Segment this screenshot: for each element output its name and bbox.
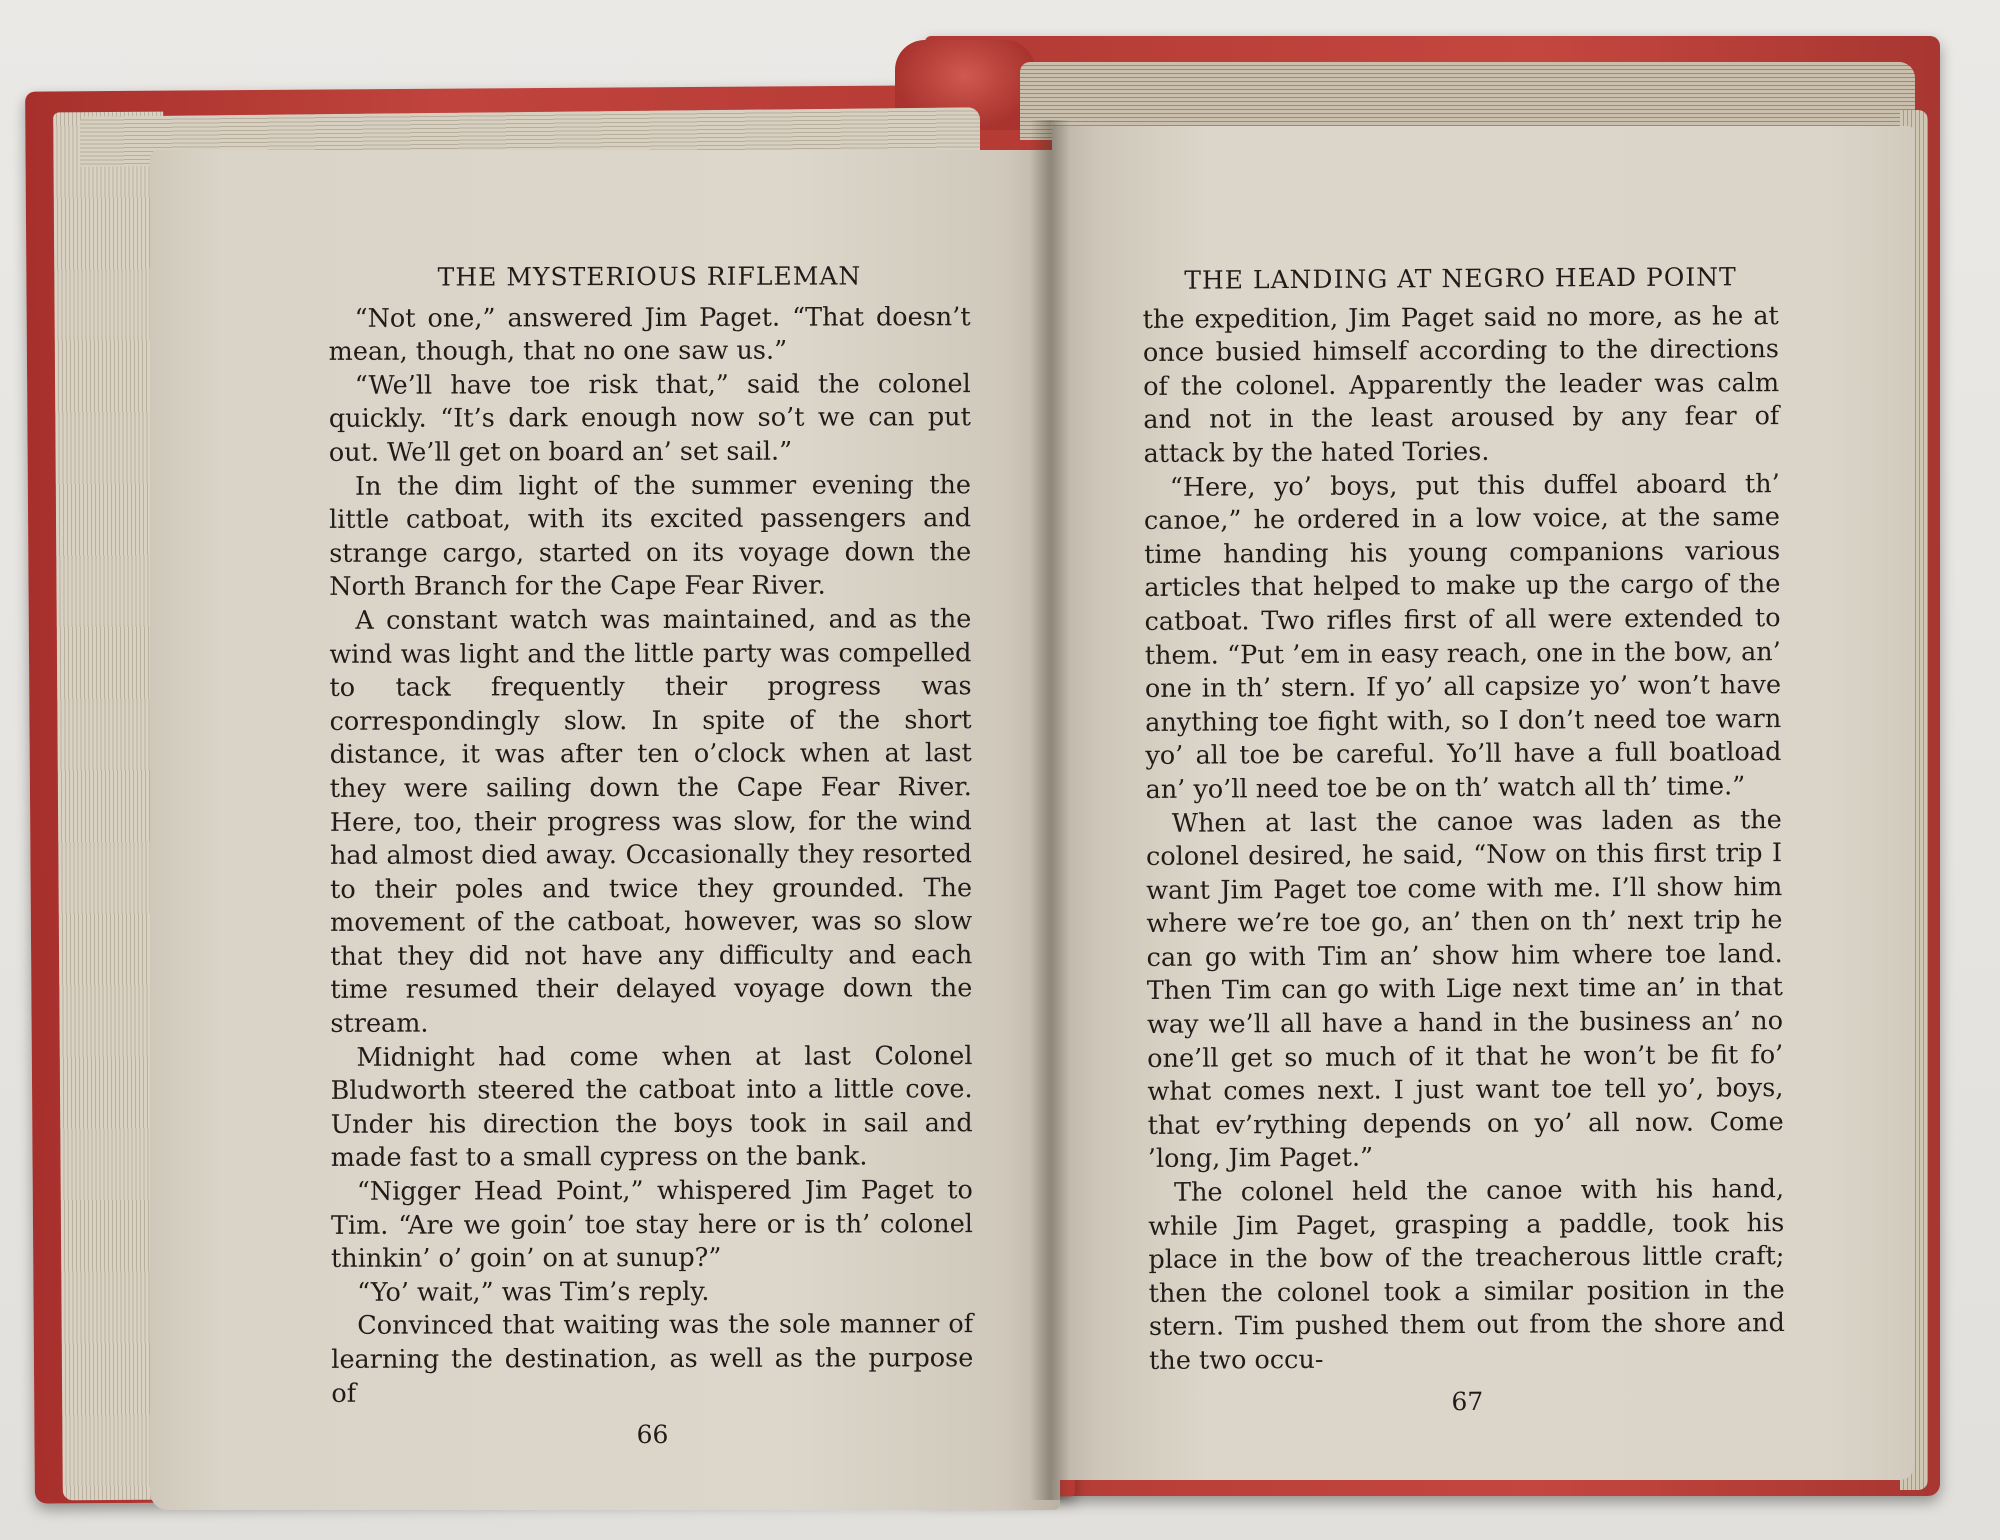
left-paragraph: “Not one,” answered Jim Paget. “That doesn’t mean, though, that no one saw us.” — [328, 301, 971, 368]
left-paragraph: “We’ll have toe risk that,” said the colonel quickly. “It’s dark enough now so’t we can put out. We’ll get on board an’ set sail.” — [328, 368, 971, 468]
left-page-text — [328, 259, 973, 1477]
right-paragraph: When at last the canoe was laden as the colonel desired, he said, “Now on this first trip I want Jim Paget toe come with me. I’ll show him where we’re toe go, an’ then on th’ next trip he can go with Tim an’ show him where toe land. Then Tim can go with Lige next time an’ in that way we’ll all have a hand in the business an’ no one’ll get so much of it that he won’t be fit fo’ what comes next. I just want toe tell yo’, boys, that ev’rything depends on yo’ all now. Come ’long, Jim Paget.” — [1145, 804, 1784, 1175]
right-paragraph: the expedition, Jim Paget said no more, as he at once busied himself according to the directions of the colonel. Apparently the leader was calm and not in the least aroused by any fear of attack by the hated Tories. — [1142, 300, 1780, 469]
right-paragraph: “Here, yo’ boys, put this duffel aboard th’ canoe,” he ordered in a low voice, at the same time handing his young companions various articles that helped to make up the cargo of the catboat. Two rifles first of all were extended to them. “Put ’em in easy reach, one in the bow, an’ one in th’ stern. If yo’ all capsize yo’ won’t have anything toe fight with, so I don’t need toe warn yo’ all toe be careful. Yo’ll have a full boatload an’ yo’ll need toe be on th’ watch all th’ time.” — [1143, 468, 1782, 805]
left-paragraph: A constant watch was maintained, and as the wind was light and the little party was compelled to tack frequently their progress was correspondingly slow. In spite of the short distance, it was after ten o’clock when at last they were sailing down the Cape Fear River. Here, too, their progress was slow, for the wind had almost died away. Occasionally they resorted to their poles and twice they grounded. The movement of the catboat, however, was so slow that they did not have any difficulty and each time resumed their delayed voyage down the stream. — [329, 604, 973, 1039]
left-page — [150, 150, 1060, 1510]
right-page-text — [1142, 260, 1785, 1445]
gutter-shadow — [1030, 120, 1070, 1500]
right-page — [1052, 126, 1914, 1480]
right-paragraph: The colonel held the canoe with his hand, while Jim Paget, grasping a paddle, took his place in the bow of the treacherous little craft; then the colonel took a similar position in the stern. Tim pushed them out from the shore and the two occu- — [1148, 1174, 1785, 1376]
left-paragraph: “Nigger Head Point,” whispered Jim Paget to Tim. “Are we goin’ toe stay here or is th’ colonel thinkin’ o’ goin’ on at sunup?” — [330, 1175, 973, 1275]
left-paragraph: “Yo’ wait,” was Tim’s reply. — [357, 1276, 710, 1308]
left-paragraph: Midnight had come when at last Colonel Bludworth steered the catboat into a little cove. Under his direction the boys took in sail and made fast to a small cypress on the bank. — [330, 1040, 973, 1174]
left-paragraph: In the dim light of the summer evening the little catboat, with its excited passengers and strange cargo, started on its voyage down the North Branch for the Cape Fear River. — [329, 469, 972, 603]
right-running-head: THE LANDING AT NEGRO HEAD POINT — [1184, 262, 1737, 295]
left-page-number: 66 — [636, 1420, 669, 1450]
left-paragraph: Convinced that waiting was the sole manner of learning the destination, as well as the purpose of — [331, 1309, 974, 1409]
right-page-number: 67 — [1451, 1386, 1484, 1416]
left-running-head: THE MYSTERIOUS RIFLEMAN — [437, 261, 862, 292]
